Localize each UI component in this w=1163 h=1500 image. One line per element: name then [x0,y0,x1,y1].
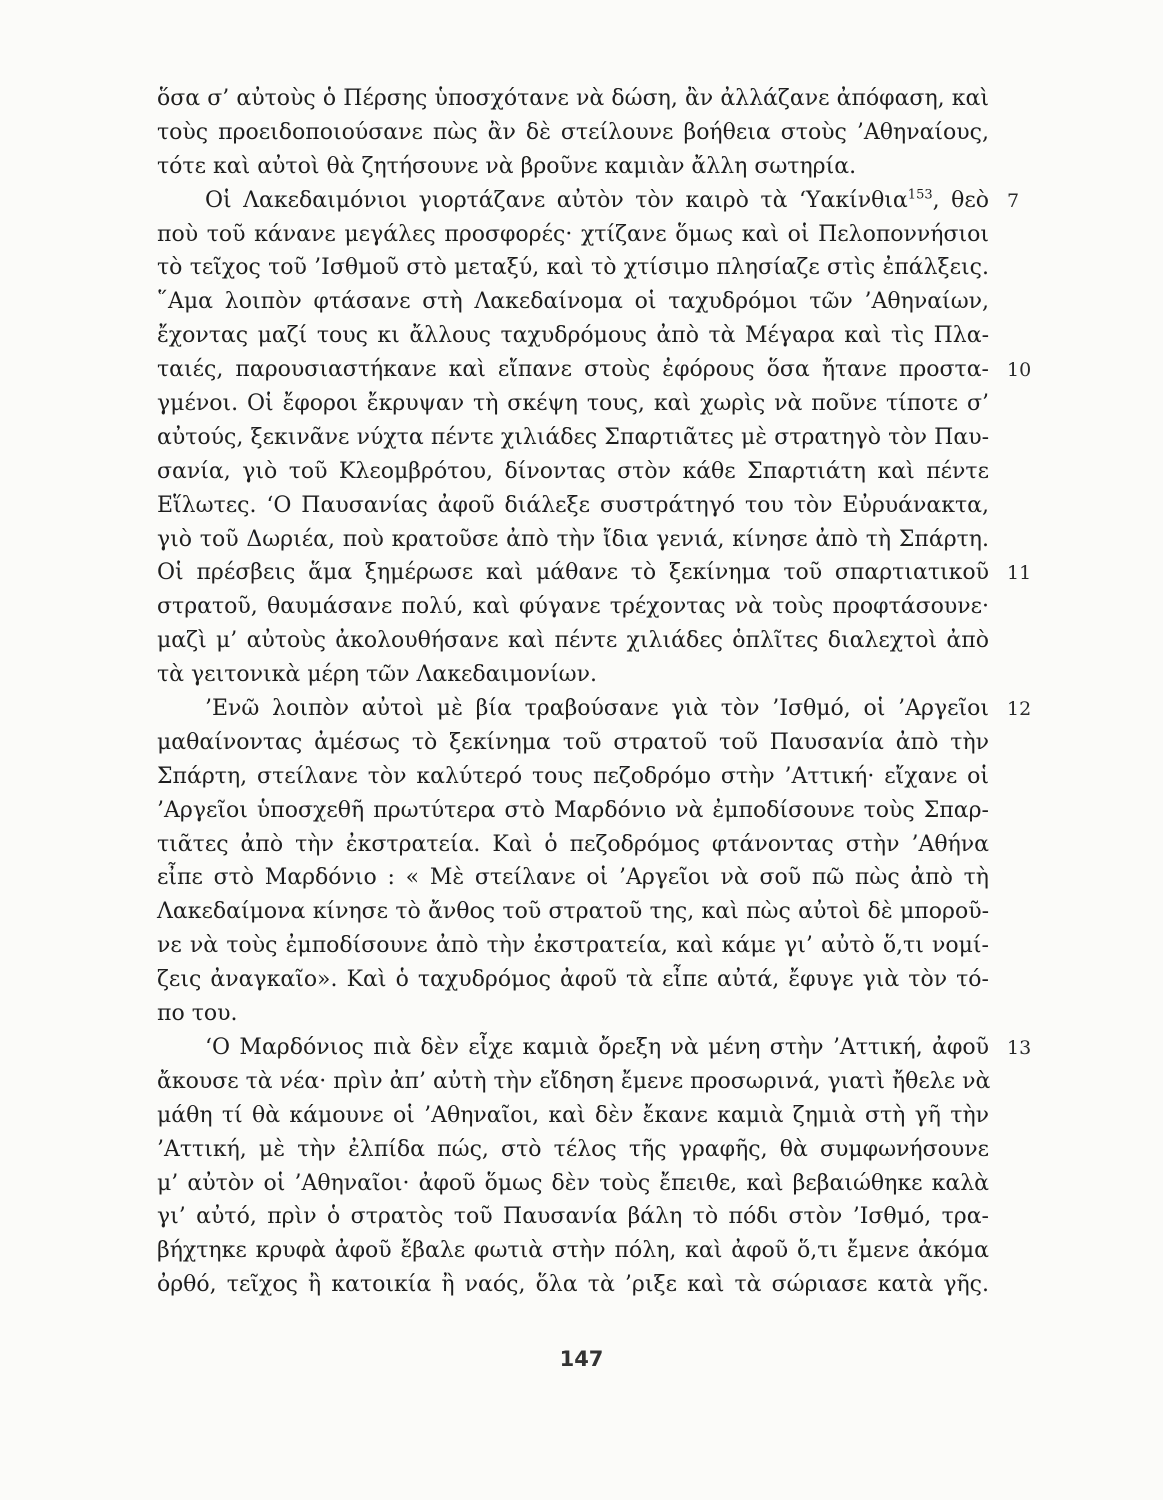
text-line [157,929,989,963]
section-number: 11 [1007,562,1032,585]
text-line [157,895,989,929]
text-line [157,285,989,319]
text-line [157,861,989,895]
text-line [157,1200,989,1234]
text-line-content: ἄκουσε τὰ νέα· πρὶν ἀπ’ αὐτὴ τὴν εἴδηση ἔμενε προσωρινά, γιατὶ ἤθελε νὰ [157,1068,991,1094]
text-line [157,523,989,557]
text-line [157,489,989,523]
text-line [157,319,989,353]
text-line [157,556,1032,590]
text-line-content: μαζὶ μ’ αὐτοὺς ἀκολουθήσανε καὶ πέντε χιλιάδες ὁπλῖτες διαλεχτοὶ ἀπὸ [157,628,989,654]
text-line [157,150,989,184]
text-line-content: γι’ αὐτό, πρὶν ὁ στρατὸς τοῦ Παυσανία βάλη τὸ πόδι στὸν ’Ισθμό, τρα- [157,1204,989,1230]
text-line [157,1268,989,1302]
text-line [157,963,989,997]
text-line [157,590,989,624]
text-line [157,794,989,828]
text-line [157,251,989,285]
text-line [157,1133,989,1167]
text-line-content: γμένοι. Οἱ ἔφοροι ἔκρυψαν τὴ σκέψη τους, καὶ χωρὶς νὰ ποῦνε τίποτε σ’ [157,391,989,417]
text-line-content: ’Ενῶ λοιπὸν αὐτοὶ μὲ βία τραβούσανε γιὰ τὸν ’Ισθμό, οἱ ’Αργεῖοι [205,696,989,722]
text-line [157,760,989,794]
footnote-reference: 153 [907,187,933,203]
text-line-content: τὸ τεῖχος τοῦ ’Ισθμοῦ στὸ μεταξύ, καὶ τὸ χτίσιμο πλησίαζε στὶς ἐπάλξεις. [157,255,989,281]
text-line-content: Σπάρτη, στείλανε τὸν καλύτερό τους πεζοδρόμο στὴν ’Αττική· εἴχανε οἱ [157,763,989,789]
text-line-content: εἶπε στὸ Μαρδόνιο : « Μὲ στείλανε οἱ ’Αργεῖοι νὰ σοῦ πῶ πὼς ἀπὸ τὴ [157,865,989,891]
text-line [157,1234,989,1268]
text-line-content: αὐτούς, ξεκινᾶνε νύχτα πέντε χιλιάδες Σπαρτιᾶτες μὲ στρατηγὸ τὸν Παυ- [157,424,989,450]
text-line-content: γιὸ τοῦ Δωριέα, ποὺ κρατοῦσε ἀπὸ τὴν ἴδια γενιά, κίνησε ἀπὸ τὴ Σπάρτη. [157,526,989,552]
text-line-content [205,184,989,218]
text-line [157,82,989,116]
text-line [157,1099,989,1133]
text-line [157,997,989,1031]
text-line-content: ταιές, παρουσιαστήκανε καὶ εἴπανε στοὺς ἐφόρους ὅσα ἤτανε προστα- [157,357,989,383]
text-line-content: ὅσα σ’ αὐτοὺς ὁ Πέρσης ὑποσχότανε νὰ δώση, ἂν ἀλλάζανε ἀπόφαση, καὶ [157,86,989,111]
text-line [157,218,989,252]
text-line-content: ὀρθό, τεῖχος ἢ κατοικία ἢ ναός, ὅλα τὰ ’ριξε καὶ τὰ σώριασε κατὰ γῆς. [157,1272,989,1298]
text-line-content: Εἵλωτες. ‘Ο Παυσανίας ἀφοῦ διάλεξε συστράτηγό του τὸν Εὐρυάνακτα, [157,492,989,518]
section-number: 10 [1007,359,1032,382]
text-line-content: Λακεδαίμονα κίνησε τὸ ἄνθος τοῦ στρατοῦ της, καὶ πὼς αὐτοὶ δὲ μποροῦ- [157,899,989,925]
text-line [157,455,989,489]
section-number: 13 [1007,1036,1032,1059]
text-line [157,184,1020,218]
text-line-content: τότε καὶ αὐτοὶ θὰ ζητήσουνε νὰ βροῦνε καμιὰν ἄλλη σωτηρία. [157,153,857,179]
text-line [157,1065,989,1099]
text-line [157,1031,1032,1065]
text-line-content: ’Αττική, μὲ τὴν ἐλπίδα πώς, στὸ τέλος τῆς γραφῆς, θὰ συμφωνήσουνε [157,1136,989,1162]
text-line-part: Οἱ Λακεδαιμόνιοι γιορτάζανε αὐτὸν τὸν καιρὸ τὰ ‘Υακίνθια [205,187,908,213]
text-line [157,116,989,150]
text-line-content: βήχτηκε κρυφὰ ἀφοῦ ἔβαλε φωτιὰ στὴν πόλη, καὶ ἀφοῦ ὅ,τι ἔμενε ἀκόμα [157,1238,989,1264]
text-line-content: ’Αργεῖοι ὑποσχεθῆ πρωτύτερα στὸ Μαρδόνιο νὰ ἐμποδίσουνε τοὺς Σπαρ- [157,797,989,823]
text-line-content: νε νὰ τοὺς ἐμποδίσουνε ἀπὸ τὴν ἐκστρατεία, καὶ κάμε γι’ αὐτὸ ὅ,τι νομί- [157,933,989,959]
text-line [157,658,989,692]
text-line [157,1167,989,1201]
text-line-content: σανία, γιὸ τοῦ Κλεομβρότου, δίνοντας στὸν κάθε Σπαρτιάτη καὶ πέντε [157,458,989,484]
text-line [157,421,989,455]
section-number: 7 [1007,189,1020,212]
page-number: 147 [559,1347,604,1371]
text-line-content: μ’ αὐτὸν οἱ ’Αθηναῖοι· ἀφοῦ ὅμως δὲν τοὺς ἔπειθε, καὶ βεβαιώθηκε καλὰ [157,1170,989,1196]
text-line-content: πο του. [157,1001,238,1027]
text-line-content: ποὺ τοῦ κάνανε μεγάλες προσφορές· χτίζανε ὅμως καὶ οἱ Πελοποννήσιοι [157,221,989,247]
text-line-content: μάθη τί θὰ κάμουνε οἱ ’Αθηναῖοι, καὶ δὲν ἔκανε καμιὰ ζημιὰ στὴ γῆ τὴν [157,1102,989,1128]
text-line-content: Οἱ πρέσβεις ἅμα ξημέρωσε καὶ μάθανε τὸ ξεκίνημα τοῦ σπαρτιατικοῦ [157,560,989,586]
text-line-content: στρατοῦ, θαυμάσανε πολύ, καὶ φύγανε τρέχοντας νὰ τοὺς προφτάσουνε· [157,594,989,620]
text-line [157,726,989,760]
text-line [157,692,1032,726]
text-line [157,624,989,658]
text-line-content: ἔχοντας μαζί τους κι ἄλλους ταχυδρόμους ἀπὸ τὰ Μέγαρα καὶ τὶς Πλα- [157,323,989,349]
text-line-content: τοὺς προειδοποιούσανε πὼς ἂν δὲ στείλουνε βοήθεια στοὺς ’Αθηναίους, [157,119,989,145]
section-number: 12 [1007,698,1032,721]
body-text [157,82,1032,1302]
text-line [157,387,989,421]
text-line-content: τιᾶτες ἀπὸ τὴν ἐκστρατεία. Καὶ ὁ πεζοδρόμος φτάνοντας στὴν ’Αθήνα [157,831,989,857]
text-line [157,353,1032,387]
text-line-content: μαθαίνοντας ἀμέσως τὸ ξεκίνημα τοῦ στρατοῦ τοῦ Παυσανία ἀπὸ τὴν [157,729,989,755]
text-line-part: , θεὸ [932,187,990,213]
text-line-content: ῞Αμα λοιπὸν φτάσανε στὴ Λακεδαίνομα οἱ ταχυδρόμοι τῶν ’Αθηναίων, [157,289,989,315]
text-line-content: τὰ γειτονικὰ μέρη τῶν Λακεδαιμονίων. [157,662,597,688]
text-line [157,828,989,862]
text-line-content: ζεις ἀναγκαῖο». Καὶ ὁ ταχυδρόμος ἀφοῦ τὰ εἶπε αὐτά, ἔφυγε γιὰ τὸν τό- [157,967,989,993]
text-line-content: ‘Ο Μαρδόνιος πιὰ δὲν εἶχε καμιὰ ὄρεξη νὰ μένη στὴν ’Αττική, ἀφοῦ [205,1034,989,1060]
